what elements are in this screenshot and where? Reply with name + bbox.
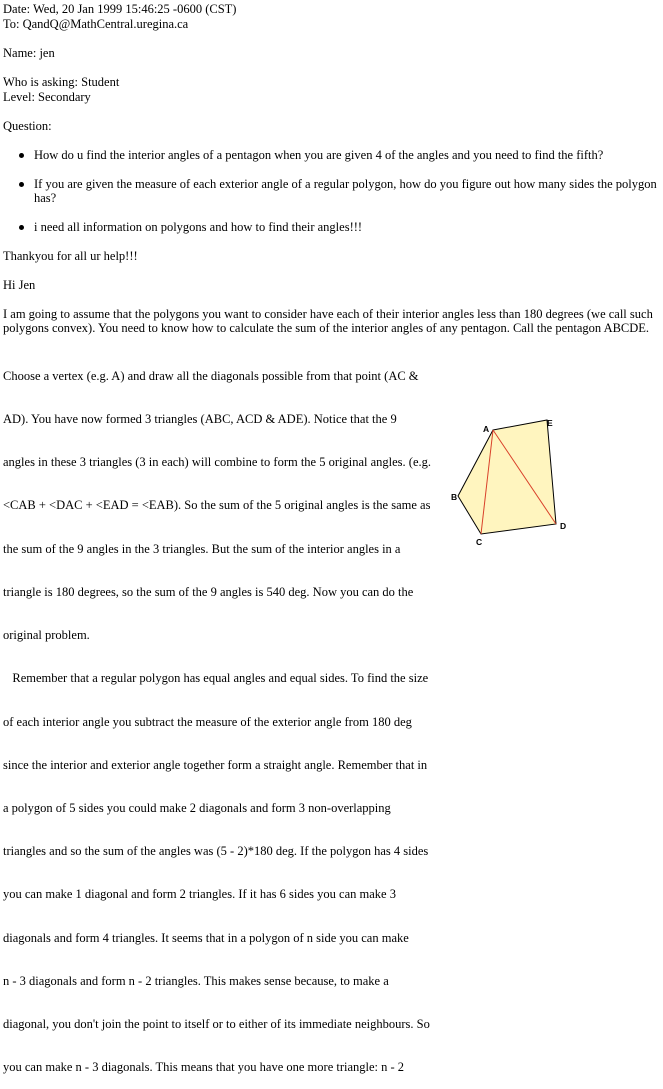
- level-line: Level: Secondary: [3, 90, 91, 104]
- who-asking-line: Who is asking: Student: [3, 75, 120, 89]
- answer-line: n - 3 diagonals and form n - 2 triangles. This makes sense because, to make a: [3, 973, 389, 988]
- date-line: Date: Wed, 20 Jan 1999 15:46:25 -0600 (CST): [3, 2, 237, 16]
- vertex-label-b: B: [451, 492, 458, 502]
- list-item: [34, 148, 663, 162]
- answer-line: original problem.: [3, 628, 90, 643]
- answer-line: diagonals and form 4 triangles. It seems that in a polygon of n side you can make: [3, 930, 409, 945]
- answer-line: since the interior and exterior angle together form a straight angle. Remember that in: [3, 757, 428, 772]
- answer-line: diagonal, you don't join the point to itself or to either of its immediate neighbours. So: [3, 1017, 430, 1032]
- pentagon-shape: [458, 420, 556, 534]
- list-item: [34, 220, 663, 234]
- to-line: To: QandQ@MathCentral.uregina.ca: [3, 17, 189, 31]
- list-item: [34, 177, 663, 206]
- answer-line: Choose a vertex (e.g. A) and draw all the diagonals possible from that point (AC &: [3, 368, 419, 383]
- answer-line: a polygon of 5 sides you could make 2 diagonals and form 3 non-overlapping: [3, 801, 391, 815]
- answer-line: angles in these 3 triangles (3 in each) will combine to form the 5 original angles. (e.g.: [3, 455, 432, 470]
- vertex-label-e: E: [547, 418, 553, 428]
- thanks-line: Thankyou for all ur help!!!: [3, 249, 138, 263]
- answer-line: <CAB + <DAC + <EAD = <EAB). So the sum of the 5 original angles is the same as: [3, 498, 431, 513]
- question-label: Question:: [3, 119, 52, 133]
- answer-line: of each interior angle you subtract the measure of the exterior angle from 180 deg: [3, 714, 412, 729]
- vertex-label-c: C: [476, 537, 483, 547]
- answer-line: triangles and so the sum of the angles was (5 - 2)*180 deg. If the polygon has 4 sides: [3, 844, 429, 859]
- question-text: has?: [34, 191, 57, 206]
- vertex-label-d: D: [560, 521, 567, 531]
- pentagon-figure: [448, 418, 580, 550]
- answer-line: you can make 1 diagonal and form 2 triangles. If it has 6 sides you can make 3: [3, 887, 396, 902]
- answer-line: AD). You have now formed 3 triangles (ABC, ACD & ADE). Notice that the 9: [3, 412, 397, 427]
- question-text: If you are given the measure of each exterior angle of a regular polygon, how do you figure out how many sides the polygon: [34, 177, 657, 191]
- vertex-label-a: A: [483, 424, 490, 434]
- question-text: i need all information on polygons and how to find their angles!!!: [34, 220, 363, 234]
- intro-line: I am going to assume that the polygons you want to consider have each of their interior angles less than 180 degrees (we call such: [3, 307, 653, 321]
- bullet-icon: [19, 225, 24, 230]
- answer-line: triangle is 180 degrees, so the sum of the 9 angles is 540 deg. Now you can do the: [3, 584, 414, 599]
- answer-paragraph: [3, 340, 431, 1089]
- bullet-icon: [19, 153, 24, 158]
- intro-line: polygons convex). You need to know how to calculate the sum of the interior angles of any pentagon. Call the pentagon ABCDE.: [3, 321, 650, 336]
- greeting-line: Hi Jen: [3, 278, 36, 292]
- answer-line: you can make n - 3 diagonals. This means that you have one more triangle: n - 2: [3, 1060, 405, 1075]
- bullet-icon: [19, 182, 24, 187]
- question-text: How do u find the interior angles of a pentagon when you are given 4 of the angles and you need to find the fifth?: [34, 148, 604, 162]
- pentagon-diagram: [448, 418, 580, 550]
- name-line: Name: jen: [3, 46, 55, 60]
- answer-line: the sum of the 9 angles in the 3 triangles. But the sum of the interior angles in a: [3, 541, 401, 556]
- answer-line: Remember that a regular polygon has equal angles and equal sides. To find the size: [3, 671, 429, 686]
- intro-paragraph: [3, 307, 653, 336]
